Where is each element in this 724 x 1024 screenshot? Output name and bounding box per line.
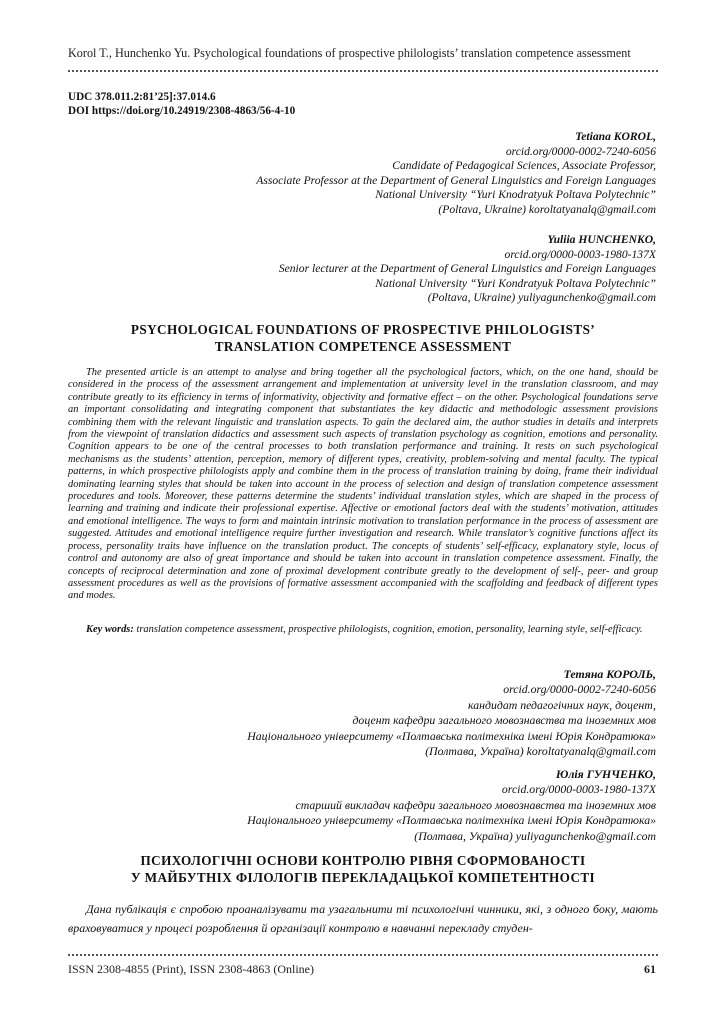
doi-link[interactable]: DOI https://doi.org/10.24919/2308-4863/56-4-10 [68, 105, 296, 117]
author-affiliation: Національного університету «Полтавська політехніка імені Юрія Кондратюка» [247, 813, 656, 828]
author-affiliation: National University “Yuri Kondratyuk Poltava Polytechnic” [375, 276, 656, 290]
abstract-uk: Дана публікація є спробою проаналізувати та узагальнити ті психологічні чинники, які, з одного боку, мають враховуватися у процесі розроблення й організації контролю в навчанні перекладу студен- [68, 902, 658, 935]
running-head: Korol T., Hunchenko Yu. Psychological foundations of prospective philologists’ translation competence assessment [68, 46, 631, 60]
author-affiliation: National University “Yuri Knodratyuk Poltava Polytechnic” [375, 188, 656, 202]
author-affiliation: Національного університету «Полтавська політехніка імені Юрія Кондратюка» [247, 728, 656, 743]
title-line: У МАЙБУТНІХ ФІЛОЛОГІВ ПЕРЕКЛАДАЦЬКОЇ КОМПЕТЕНТНОСТІ [130, 870, 596, 885]
author-block-hunchenko-uk [247, 767, 656, 844]
title-line: ПСИХОЛОГІЧНІ ОСНОВИ КОНТРОЛЮ РІВНЯ СФОРМОВАНОСТІ [140, 853, 586, 868]
author-name: Yuliia HUNCHENKO, [547, 233, 656, 246]
page-number: 61 [644, 962, 656, 976]
author-name: Юлія ГУНЧЕНКО, [555, 767, 656, 781]
title-line: PSYCHOLOGICAL FOUNDATIONS OF PROSPECTIVE PHILOLOGISTS’ [130, 322, 596, 337]
author-degree: кандидат педагогічних наук, доцент, [468, 697, 656, 712]
footer-divider [68, 954, 658, 956]
author-orcid[interactable]: orcid.org/0000-0003-1980-137X [501, 782, 656, 797]
author-location-email: (Полтава, Україна) koroltatyanalq@gmail.com [425, 744, 656, 759]
author-name: Tetiana KOROL, [575, 130, 656, 143]
article-identifiers [68, 90, 295, 118]
author-block-korol-en [256, 130, 656, 218]
author-degree: Candidate of Pedagogical Sciences, Associate Professor, [392, 159, 656, 173]
article-title-uk [68, 852, 658, 886]
author-location-email: (Poltava, Ukraine) yuliyagunchenko@gmail.com [427, 291, 656, 305]
author-position: Associate Professor at the Department of General Linguistics and Foreign Languages [256, 173, 656, 187]
author-position: Senior lecturer at the Department of General Linguistics and Foreign Languages [278, 262, 656, 276]
udc-code: UDC 378.011.2:81’25]:37.014.6 [68, 91, 216, 103]
header-divider [68, 70, 658, 72]
author-position: доцент кафедри загального мовознавства та іноземних мов [352, 713, 656, 728]
author-block-hunchenko-en [279, 233, 656, 306]
author-position: старший викладач кафедри загального мовознавства та іноземних мов [295, 797, 656, 812]
article-title-en [68, 321, 658, 355]
author-location-email: (Полтава, Україна) yuliyagunchenko@gmail.com [414, 828, 656, 843]
author-name: Тетяна КОРОЛЬ, [563, 667, 656, 681]
author-block-korol-uk [247, 667, 656, 759]
author-orcid[interactable]: orcid.org/0000-0002-7240-6056 [505, 144, 656, 158]
abstract-en: The presented article is an attempt to analyse and bring together all the psychological factors, which, on the one hand, should be considered in the process of the assessment arrangement and implementation at university level in the translation classroom, and may contribute greatly to its efficiency in terms of informativity, objectivity and formative effect – on the other. Psychological foundations serve an important consolidating and integrating component that substantiates the key didactic and methodologic assessment provisions combining them with the relevant linguistic and translation aspects. To gain the declared aim, the author studies in details and interprets from the viewpoint of translation didactics and assessment such aspects of translation psychology as cognition, emotions and personality. Cognition appears to be one of the central processes to both translation performance and training. It rests on such psychological mechanisms as the students’ attention, perception, memory of different types, creativity, problem-solving and mental faculty. The typical patterns, in which prospective philologists apply and combine them in the process of translation training by doing, frame their individual dominating learning styles that should be taken into account in the process of selection and design of translation competence assessment procedures and tools. Moreover, these patterns determine the students’ individual translation styles, which are shaped in the process of learning and training and indicate their professional expertise. Affective or emotional factors deal with the students’ motivation, attitudes and emotional intelligence. The ways to form and maintain intrinsic motivation to translation performance in the process of assessment are suggested. Attitudes and emotional intelligence require further investigation and research. While translator’s cognitive functions affect its process, personality traits have influence on the translation product. The concepts of students’ self-efficacy, explanatory style, locus of control and autonomy are also of great importance and should be taken into account in translation competence assessment. Finally, the concepts of reciprocal determination and zone of proximal development contribute greatly to the development of self-, peer- and group assessment procedures as well as the provisions of formative assessment accompanied with the scaffolding and feedback of different types and modes. [68, 367, 658, 602]
author-location-email: (Poltava, Ukraine) koroltatyanalq@gmail.com [438, 202, 656, 216]
keywords-en [68, 624, 658, 636]
title-line: TRANSLATION COMPETENCE ASSESSMENT [214, 339, 512, 354]
keywords-label: Key words: [86, 624, 134, 635]
keywords-text: translation competence assessment, prospective philologists, cognition, emotion, personality, learning style, self-efficacy. [133, 624, 643, 635]
author-orcid[interactable]: orcid.org/0000-0002-7240-6056 [503, 682, 656, 697]
author-orcid[interactable]: orcid.org/0000-0003-1980-137X [504, 247, 656, 261]
issn-info: ISSN 2308-4855 (Print), ISSN 2308-4863 (Online) [68, 962, 314, 976]
